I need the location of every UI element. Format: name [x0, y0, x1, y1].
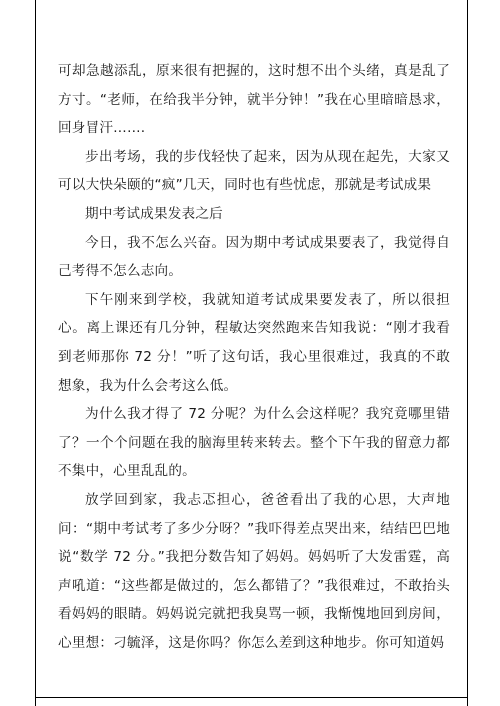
paragraph-6: 为什么我才得了 72 分呢？为什么会这样呢？我究竟哪里错了？一个个问题在我的脑海里转来转去。整个下午我的留意力都不集中，心里乱乱的。: [58, 406, 450, 480]
paragraph-3: 期中考试成果发表之后: [85, 205, 223, 222]
paragraph-1: 可却急越添乱，原来很有把握的，这时想不出个头绪，真是乱了方寸。“老师，在给我半分钟，就半分钟！”我在心里暗暗恳求，回身冒汗…….: [58, 63, 450, 137]
page-border-right: [467, 0, 468, 706]
paragraph-2: 步出考场，我的步伐轻快了起来，因为从现在起先，大家又可以大快朵颐的“疯”几天，同时也有些忧虑，那就是考试成果: [58, 148, 450, 194]
page-border-bottom: [35, 697, 468, 698]
paragraph-7: 放学回到家，我忐忑担心，爸爸看出了我的心思，大声地问：“期中考试考了多少分呀？”我吓得差点哭出来，结结巴巴地说“数学 72 分。”我把分数告知了妈妈。妈妈听了大发雷霆，高声吼道：“这些都是做过的，怎么都错了？”我很难过，不敢抬头看妈妈的眼睛。妈妈说完就把我臭骂一顿，我惭愧地回到房间，心里想：刁毓泽，这是你吗？你怎么差到这种地步。你可知道妈: [58, 491, 450, 651]
page-border-left: [35, 0, 36, 706]
paragraph-5: 下午刚来到学校，我就知道考试成果要发表了，所以很担心。离上课还有几分钟，程敏达突然跑来告知我说：“刚才我看到老师那你 72 分！”听了这句话，我心里很难过，我真的不敢想象，我为什么会考这么低。: [58, 291, 450, 394]
paragraph-4: 今日，我不怎么兴奋。因为期中考试成果要表了，我觉得自己考得不怎么志向。: [58, 234, 450, 280]
document-body: [58, 57, 450, 657]
